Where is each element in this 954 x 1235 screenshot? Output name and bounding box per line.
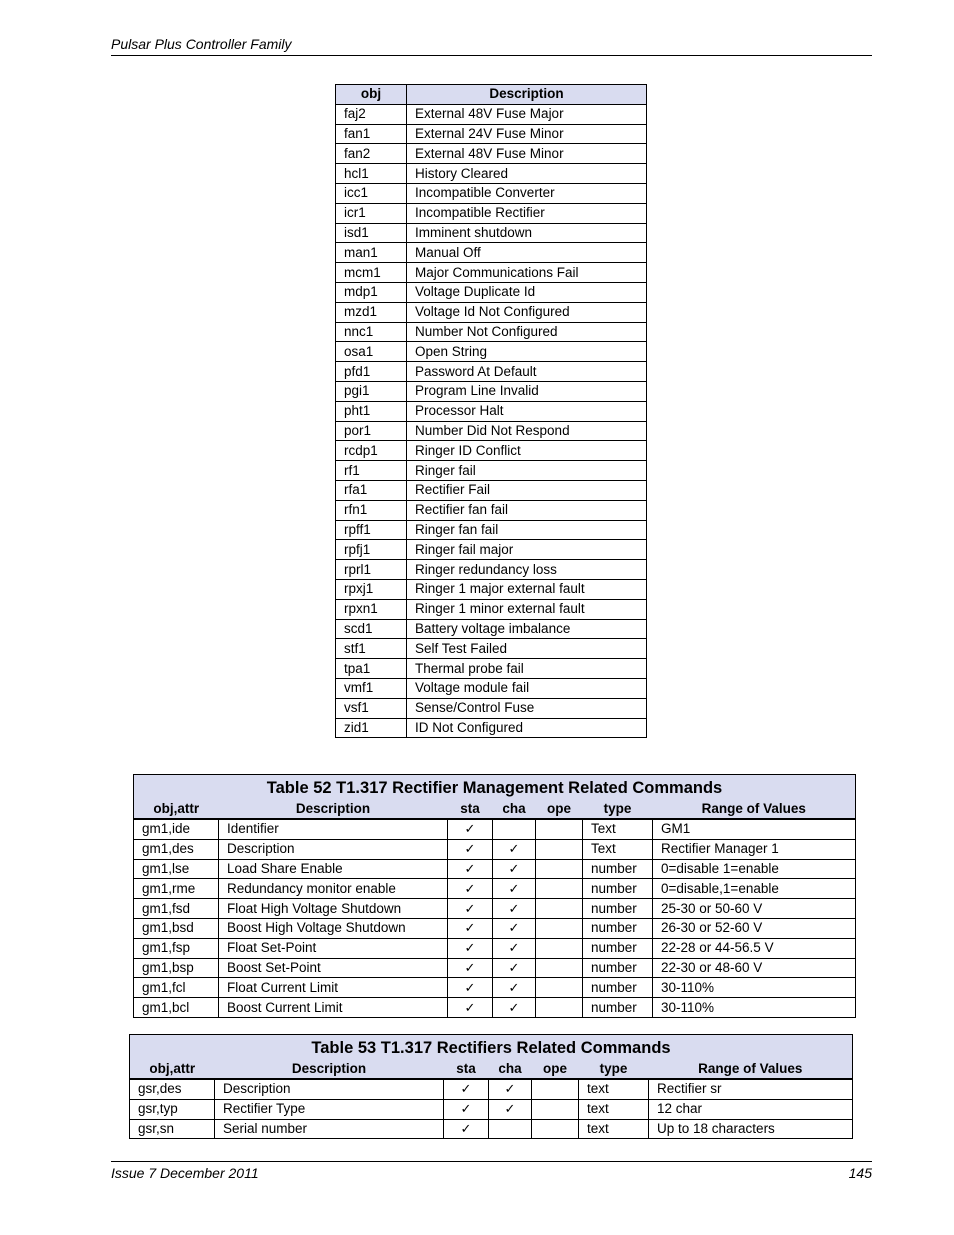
table-53-title: Table 53 T1.317 Rectifiers Related Commands xyxy=(130,1035,853,1060)
checkmark-icon: ✓ xyxy=(508,860,520,876)
range-cell: 22-28 or 44-56.5 V xyxy=(653,938,856,958)
column-header-description: Description xyxy=(407,85,647,105)
table-row xyxy=(130,1119,853,1139)
table-53 xyxy=(129,1034,853,1139)
description-cell: Battery voltage imbalance xyxy=(407,619,647,639)
cha-cell xyxy=(493,879,536,899)
alarm-object-table-body xyxy=(336,104,647,738)
table-caption-row xyxy=(130,1035,853,1060)
table-row xyxy=(336,540,647,560)
page-footer xyxy=(111,1161,872,1181)
obj-cell: rf1 xyxy=(336,461,407,481)
description-cell: Float High Voltage Shutdown xyxy=(219,899,448,919)
description-cell: Processor Halt xyxy=(407,401,647,421)
table-row xyxy=(134,978,856,998)
cha-cell xyxy=(489,1079,532,1099)
obj-cell: faj2 xyxy=(336,104,407,124)
sta-cell xyxy=(448,819,493,839)
column-header-type: type xyxy=(583,799,653,819)
obj-cell: icr1 xyxy=(336,203,407,223)
table-row xyxy=(336,124,647,144)
table-row xyxy=(336,381,647,401)
range-cell: 26-30 or 52-60 V xyxy=(653,918,856,938)
table-row xyxy=(336,164,647,184)
obj-attr-cell: gm1,des xyxy=(134,839,219,859)
obj-cell: por1 xyxy=(336,421,407,441)
table-row xyxy=(130,1099,853,1119)
column-header-range: Range of Values xyxy=(653,799,856,819)
obj-attr-cell: gm1,rme xyxy=(134,879,219,899)
ope-cell xyxy=(532,1079,579,1099)
table-header-row xyxy=(134,799,856,819)
type-cell: number xyxy=(583,998,653,1018)
obj-cell: man1 xyxy=(336,243,407,263)
obj-cell: rpxn1 xyxy=(336,599,407,619)
obj-cell: mdp1 xyxy=(336,282,407,302)
type-cell: Text xyxy=(583,839,653,859)
checkmark-icon: ✓ xyxy=(508,999,520,1015)
ope-cell xyxy=(536,819,583,839)
obj-attr-cell: gm1,bcl xyxy=(134,998,219,1018)
cha-cell xyxy=(493,918,536,938)
sta-cell xyxy=(448,998,493,1018)
obj-attr-cell: gsr,des xyxy=(130,1079,215,1099)
description-cell: Ringer fail major xyxy=(407,540,647,560)
table-row xyxy=(336,441,647,461)
issue-date: Issue 7 December 2011 xyxy=(111,1165,259,1181)
cha-cell xyxy=(489,1119,532,1139)
obj-cell: vsf1 xyxy=(336,698,407,718)
obj-attr-cell: gm1,fsp xyxy=(134,938,219,958)
column-header-obj-attr: obj,attr xyxy=(130,1059,215,1079)
column-header-type: type xyxy=(579,1059,649,1079)
table-52 xyxy=(133,774,856,1018)
checkmark-icon: ✓ xyxy=(464,880,476,896)
table-row xyxy=(336,520,647,540)
table-row xyxy=(336,342,647,362)
description-cell: External 24V Fuse Minor xyxy=(407,124,647,144)
ope-cell xyxy=(536,938,583,958)
table-row xyxy=(336,619,647,639)
checkmark-icon: ✓ xyxy=(464,999,476,1015)
cha-cell xyxy=(493,859,536,879)
type-cell: number xyxy=(583,938,653,958)
range-cell: 25-30 or 50-60 V xyxy=(653,899,856,919)
column-header-obj-attr: obj,attr xyxy=(134,799,219,819)
table-row xyxy=(336,599,647,619)
checkmark-icon: ✓ xyxy=(460,1120,472,1136)
description-cell: Boost High Voltage Shutdown xyxy=(219,918,448,938)
type-cell: number xyxy=(583,859,653,879)
range-cell: 0=disable 1=enable xyxy=(653,859,856,879)
obj-attr-cell: gm1,fcl xyxy=(134,978,219,998)
cha-cell xyxy=(493,958,536,978)
ope-cell xyxy=(536,978,583,998)
table-row xyxy=(336,421,647,441)
obj-cell: rpff1 xyxy=(336,520,407,540)
obj-cell: pfd1 xyxy=(336,362,407,382)
description-cell: Number Did Not Respond xyxy=(407,421,647,441)
sta-cell xyxy=(448,859,493,879)
type-cell: number xyxy=(583,918,653,938)
obj-attr-cell: gm1,fsd xyxy=(134,899,219,919)
checkmark-icon: ✓ xyxy=(508,959,520,975)
type-cell: Text xyxy=(583,819,653,839)
table-row xyxy=(134,899,856,919)
checkmark-icon: ✓ xyxy=(508,841,520,857)
column-header-cha: cha xyxy=(493,799,536,819)
table-row xyxy=(336,183,647,203)
obj-cell: nnc1 xyxy=(336,322,407,342)
ope-cell xyxy=(536,839,583,859)
checkmark-icon: ✓ xyxy=(508,900,520,916)
checkmark-icon: ✓ xyxy=(460,1101,472,1117)
checkmark-icon: ✓ xyxy=(464,920,476,936)
ope-cell xyxy=(536,918,583,938)
table-row xyxy=(336,362,647,382)
obj-cell: stf1 xyxy=(336,639,407,659)
column-header-description: Description xyxy=(215,1059,444,1079)
obj-attr-cell: gsr,typ xyxy=(130,1099,215,1119)
obj-cell: fan2 xyxy=(336,144,407,164)
description-cell: Voltage module fail xyxy=(407,678,647,698)
document-title: Pulsar Plus Controller Family xyxy=(111,36,292,52)
table-header-row xyxy=(130,1059,853,1079)
table-row xyxy=(336,718,647,738)
table-row xyxy=(134,819,856,839)
table-row xyxy=(336,144,647,164)
sta-cell xyxy=(448,839,493,859)
description-cell: Rectifier fan fail xyxy=(407,500,647,520)
description-cell: Serial number xyxy=(215,1119,444,1139)
table-row xyxy=(336,560,647,580)
checkmark-icon: ✓ xyxy=(464,860,476,876)
column-header-ope: ope xyxy=(532,1059,579,1079)
table-53-body xyxy=(130,1079,853,1139)
table-row xyxy=(130,1079,853,1099)
obj-attr-cell: gm1,bsp xyxy=(134,958,219,978)
description-cell: External 48V Fuse Major xyxy=(407,104,647,124)
table-row xyxy=(134,839,856,859)
obj-cell: rfa1 xyxy=(336,480,407,500)
range-cell: Rectifier Manager 1 xyxy=(653,839,856,859)
sta-cell xyxy=(448,918,493,938)
obj-cell: icc1 xyxy=(336,183,407,203)
type-cell: number xyxy=(583,879,653,899)
checkmark-icon: ✓ xyxy=(464,841,476,857)
description-cell: Sense/Control Fuse xyxy=(407,698,647,718)
column-header-description: Description xyxy=(219,799,448,819)
description-cell: Imminent shutdown xyxy=(407,223,647,243)
description-cell: Voltage Id Not Configured xyxy=(407,302,647,322)
obj-cell: rfn1 xyxy=(336,500,407,520)
range-cell: 22-30 or 48-60 V xyxy=(653,958,856,978)
checkmark-icon: ✓ xyxy=(464,900,476,916)
ope-cell xyxy=(536,859,583,879)
range-cell: GM1 xyxy=(653,819,856,839)
type-cell: number xyxy=(583,958,653,978)
table-caption-row xyxy=(134,775,856,800)
sta-cell xyxy=(448,899,493,919)
obj-attr-cell: gm1,lse xyxy=(134,859,219,879)
column-header-obj: obj xyxy=(336,85,407,105)
description-cell: External 48V Fuse Minor xyxy=(407,144,647,164)
obj-attr-cell: gm1,ide xyxy=(134,819,219,839)
description-cell: Password At Default xyxy=(407,362,647,382)
description-cell: Manual Off xyxy=(407,243,647,263)
type-cell: text xyxy=(579,1079,649,1099)
table-row xyxy=(336,579,647,599)
description-cell: Major Communications Fail xyxy=(407,263,647,283)
checkmark-icon: ✓ xyxy=(508,940,520,956)
table-row xyxy=(336,243,647,263)
description-cell: Incompatible Rectifier xyxy=(407,203,647,223)
table-row xyxy=(336,223,647,243)
description-cell: Boost Current Limit xyxy=(219,998,448,1018)
obj-cell: rpxj1 xyxy=(336,579,407,599)
obj-cell: rcdp1 xyxy=(336,441,407,461)
cha-cell xyxy=(493,978,536,998)
range-cell: 0=disable,1=enable xyxy=(653,879,856,899)
cha-cell xyxy=(493,819,536,839)
description-cell: Self Test Failed xyxy=(407,639,647,659)
sta-cell xyxy=(448,879,493,899)
checkmark-icon: ✓ xyxy=(460,1081,472,1097)
obj-cell: mzd1 xyxy=(336,302,407,322)
description-cell: History Cleared xyxy=(407,164,647,184)
description-cell: Program Line Invalid xyxy=(407,381,647,401)
description-cell: Float Current Limit xyxy=(219,978,448,998)
checkmark-icon: ✓ xyxy=(464,940,476,956)
table-52-body xyxy=(134,819,856,1017)
ope-cell xyxy=(536,879,583,899)
obj-cell: rpfj1 xyxy=(336,540,407,560)
page-number: 145 xyxy=(848,1165,872,1181)
table-row xyxy=(336,480,647,500)
ope-cell xyxy=(532,1099,579,1119)
sta-cell xyxy=(448,958,493,978)
type-cell: text xyxy=(579,1099,649,1119)
description-cell: Boost Set-Point xyxy=(219,958,448,978)
description-cell: Incompatible Converter xyxy=(407,183,647,203)
obj-cell: osa1 xyxy=(336,342,407,362)
column-header-sta: sta xyxy=(448,799,493,819)
table-row xyxy=(336,263,647,283)
cha-cell xyxy=(493,998,536,1018)
table-row xyxy=(336,659,647,679)
obj-cell: hcl1 xyxy=(336,164,407,184)
checkmark-icon: ✓ xyxy=(508,880,520,896)
table-row xyxy=(134,918,856,938)
cha-cell xyxy=(493,839,536,859)
cha-cell xyxy=(489,1099,532,1119)
cha-cell xyxy=(493,938,536,958)
range-cell: 30-110% xyxy=(653,978,856,998)
description-cell: Thermal probe fail xyxy=(407,659,647,679)
column-header-range: Range of Values xyxy=(649,1059,853,1079)
sta-cell xyxy=(444,1079,489,1099)
type-cell: number xyxy=(583,899,653,919)
obj-attr-cell: gm1,bsd xyxy=(134,918,219,938)
obj-cell: vmf1 xyxy=(336,678,407,698)
obj-cell: zid1 xyxy=(336,718,407,738)
obj-cell: fan1 xyxy=(336,124,407,144)
obj-cell: isd1 xyxy=(336,223,407,243)
sta-cell xyxy=(448,978,493,998)
table-row xyxy=(134,958,856,978)
obj-cell: mcm1 xyxy=(336,263,407,283)
table-header-row xyxy=(336,85,647,105)
obj-cell: rprl1 xyxy=(336,560,407,580)
table-row xyxy=(336,461,647,481)
checkmark-icon: ✓ xyxy=(464,959,476,975)
ope-cell xyxy=(536,958,583,978)
description-cell: Open String xyxy=(407,342,647,362)
table-row xyxy=(336,698,647,718)
table-row xyxy=(336,401,647,421)
table-row xyxy=(134,879,856,899)
description-cell: Float Set-Point xyxy=(219,938,448,958)
table-row xyxy=(336,104,647,124)
checkmark-icon: ✓ xyxy=(504,1081,516,1097)
sta-cell xyxy=(448,938,493,958)
obj-cell: pht1 xyxy=(336,401,407,421)
checkmark-icon: ✓ xyxy=(464,821,476,837)
description-cell: Load Share Enable xyxy=(219,859,448,879)
description-cell: Voltage Duplicate Id xyxy=(407,282,647,302)
description-cell: Identifier xyxy=(219,819,448,839)
column-header-sta: sta xyxy=(444,1059,489,1079)
table-row xyxy=(336,678,647,698)
table-row xyxy=(336,302,647,322)
alarm-object-table xyxy=(335,84,647,738)
table-row xyxy=(336,322,647,342)
table-row xyxy=(134,998,856,1018)
type-cell: number xyxy=(583,978,653,998)
page-header xyxy=(111,36,872,56)
description-cell: ID Not Configured xyxy=(407,718,647,738)
cha-cell xyxy=(493,899,536,919)
description-cell: Number Not Configured xyxy=(407,322,647,342)
table-row xyxy=(336,203,647,223)
column-header-cha: cha xyxy=(489,1059,532,1079)
description-cell: Ringer redundancy loss xyxy=(407,560,647,580)
ope-cell xyxy=(536,998,583,1018)
description-cell: Description xyxy=(215,1079,444,1099)
description-cell: Ringer fail xyxy=(407,461,647,481)
table-row xyxy=(336,639,647,659)
description-cell: Ringer fan fail xyxy=(407,520,647,540)
type-cell: text xyxy=(579,1119,649,1139)
description-cell: Redundancy monitor enable xyxy=(219,879,448,899)
column-header-ope: ope xyxy=(536,799,583,819)
description-cell: Rectifier Fail xyxy=(407,480,647,500)
table-row xyxy=(134,938,856,958)
range-cell: Up to 18 characters xyxy=(649,1119,853,1139)
description-cell: Ringer 1 minor external fault xyxy=(407,599,647,619)
description-cell: Ringer 1 major external fault xyxy=(407,579,647,599)
ope-cell xyxy=(532,1119,579,1139)
description-cell: Description xyxy=(219,839,448,859)
description-cell: Rectifier Type xyxy=(215,1099,444,1119)
obj-attr-cell: gsr,sn xyxy=(130,1119,215,1139)
table-row xyxy=(134,859,856,879)
checkmark-icon: ✓ xyxy=(508,979,520,995)
checkmark-icon: ✓ xyxy=(464,979,476,995)
checkmark-icon: ✓ xyxy=(504,1101,516,1117)
table-row xyxy=(336,282,647,302)
checkmark-icon: ✓ xyxy=(508,920,520,936)
range-cell: 30-110% xyxy=(653,998,856,1018)
obj-cell: tpa1 xyxy=(336,659,407,679)
obj-cell: scd1 xyxy=(336,619,407,639)
sta-cell xyxy=(444,1099,489,1119)
table-52-title: Table 52 T1.317 Rectifier Management Related Commands xyxy=(134,775,856,800)
description-cell: Ringer ID Conflict xyxy=(407,441,647,461)
range-cell: 12 char xyxy=(649,1099,853,1119)
table-row xyxy=(336,500,647,520)
ope-cell xyxy=(536,899,583,919)
sta-cell xyxy=(444,1119,489,1139)
obj-cell: pgi1 xyxy=(336,381,407,401)
range-cell: Rectifier sr xyxy=(649,1079,853,1099)
